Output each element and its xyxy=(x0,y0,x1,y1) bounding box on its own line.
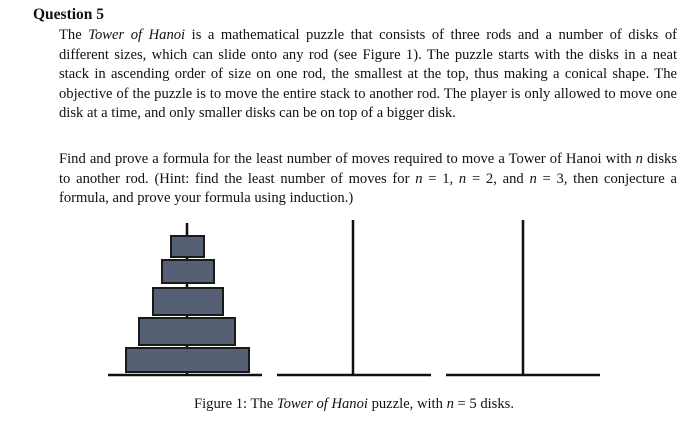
p2-var-n-4: n xyxy=(529,170,537,187)
p2-text-2: disks to another rod. (Hint: find the least number of moves for xyxy=(59,151,677,187)
figure-caption xyxy=(0,396,700,413)
p1-text-1: The xyxy=(59,27,89,43)
disk-5 xyxy=(126,348,249,372)
caption-text-2: puzzle, with xyxy=(367,396,447,412)
caption-var-n: n xyxy=(446,396,454,412)
p1-text-2: is a mathematical puzzle that consists of three rods and a number of disks of different sizes, which can slide onto any rod (see Figure 1). The puzzle starts with the disks in a neat stack in ascending order of size on one rod, the smallest at the top, thus making a conical shape. The objective of the puzzle is to move the entire stack to another rod. The player is only allowed to move one disk at a time, and only smaller disks can be on top of a bigger disk. xyxy=(59,27,677,122)
disk-4 xyxy=(139,318,235,345)
disk-1 xyxy=(171,236,204,257)
p2-text-3: = 1, xyxy=(422,170,459,187)
caption-tower-of-hanoi: Tower of Hanoi xyxy=(276,396,368,412)
caption-text-1: Figure 1: The xyxy=(194,396,277,412)
task-paragraph xyxy=(59,150,677,209)
description-paragraph xyxy=(59,26,677,124)
p1-tower-of-hanoi: Tower of Hanoi xyxy=(88,27,186,43)
p2-var-n-1: n xyxy=(635,151,643,167)
p2-text-1: Find and prove a formula for the least number of moves required to move a Tower of Hanoi with xyxy=(59,151,636,167)
disk-3 xyxy=(153,288,223,315)
tower-of-hanoi-figure xyxy=(100,212,610,382)
caption-text-3: = 5 disks. xyxy=(453,396,514,412)
question-title: Question 5 xyxy=(33,6,105,23)
p2-var-n-3: n xyxy=(458,170,467,187)
p2-text-4: = 2, and xyxy=(466,170,530,187)
disk-2 xyxy=(162,260,214,283)
p2-var-n-2: n xyxy=(415,170,423,187)
p2-text-5: = 3, then conjecture a formula, and prove your formula using induction.) xyxy=(59,170,678,207)
